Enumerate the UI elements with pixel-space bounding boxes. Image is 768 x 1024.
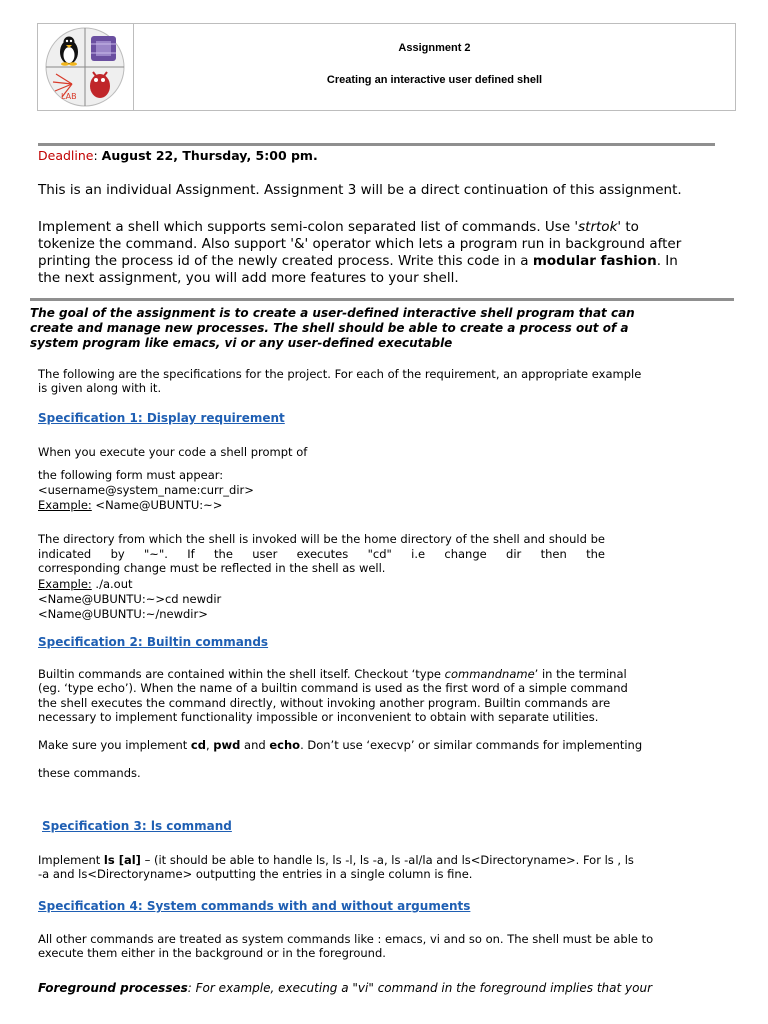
intro-text: This is an individual Assignment. Assignment 3 will be a direct continuation of this assignment. [38,182,682,198]
spec1-p2: the following form must appear: [38,468,224,482]
spec2-b4: necessary to implement functionality impossible or inconvenient to obtain with separate utilities. [38,710,599,724]
spec3-l2: -a and ls<Directoryname> outputting the entries in a single column is fine. [38,867,473,881]
spec2-b1: Builtin commands are contained within the shell itself. Checkout ‘type commandname’ in the terminal [38,667,627,681]
spec4-heading[interactable]: Specification 4: System commands with and without arguments [38,899,471,913]
deadline-value: August 22, Thursday, 5:00 pm. [101,148,318,163]
spec3-l1: Implement ls [al] – (it should be able to handle ls, ls -l, ls -a, ls -al/la and ls<Directoryname>. For ls , ls [38,853,634,867]
spec2-heading[interactable]: Specification 2: Builtin commands [38,635,269,649]
spec4-l1: All other commands are treated as system commands like : emacs, vi and so on. The shell must be able to [38,932,654,946]
spec1-example2-line3: <Name@UBUNTU:~/newdir> [38,607,208,621]
logo-cell [38,24,134,110]
spec2-b2: (eg. ‘type echo’). When the name of a builtin command is used as the first word of a simple command [38,681,628,695]
spec2-make-sure: Make sure you implement cd, pwd and echo. Don’t use ‘execvp’ or similar commands for implementing [38,738,643,752]
spec2-b3: the shell executes the command directly, without invoking another program. Builtin commands are [38,696,611,710]
spec3-heading[interactable]: Specification 3: ls command [42,819,232,833]
implement-line-4: the next assignment, you will add more features to your shell. [38,270,459,286]
assignment-subtitle: Creating an interactive user defined shell [326,74,543,86]
deadline-line: Deadline: August 22, Thursday, 5:00 pm. [38,148,318,163]
spec1-example: Example: <Name@UBUNTU:~> [38,498,223,512]
top-divider [38,143,715,146]
spec1-desc: The directory from which the shell is invoked will be the home directory of the shell and should be indicated by "~". If the user executes "cd" i.e change dir then the corresponding change must be reflected in the shell as well. [38,532,606,575]
assignment-title: Assignment 2 [398,42,471,54]
implement-line-3: printing the process id of the newly created process. Write this code in a modular fashion. In [38,253,678,269]
spec1-example2-line2: <Name@UBUNTU:~>cd newdir [38,592,222,606]
spec1-example2: Example: ./a.out [38,577,133,591]
spec1-p1: When you execute your code a shell prompt of [38,445,308,459]
mid-divider [30,298,734,301]
deadline-label: Deadline [38,148,94,163]
implement-line-2: tokenize the command. Also support '&' operator which lets a program run in background after [38,236,682,252]
spec4-foreground: Foreground processes: For example, executing a "vi" command in the foreground implies that your [38,981,653,995]
lab-logo [38,24,132,110]
specs-intro-2: is given along with it. [38,381,162,395]
spec4-l2: execute them either in the background or in the foreground. [38,946,386,960]
header-table [37,23,736,111]
spec1-p3: <username@system_name:curr_dir> [38,483,254,497]
title-cell [134,24,735,110]
goal-statement: The goal of the assignment is to create a user-defined interactive shell program that can create and manage new processes. The shell should be able to create a process out of a system program like emacs, vi or any user-defined executable [30,306,635,350]
spec2-make-sure-2: these commands. [38,766,141,780]
specs-intro-1: The following are the specifications for the project. For each of the requirement, an appropriate example [38,367,642,381]
spec1-heading[interactable]: Specification 1: Display requirement [38,411,285,425]
implement-line-1: Implement a shell which supports semi-colon separated list of commands. Use 'strtok' to [38,219,639,235]
svg-text:LAB: LAB [61,92,77,101]
